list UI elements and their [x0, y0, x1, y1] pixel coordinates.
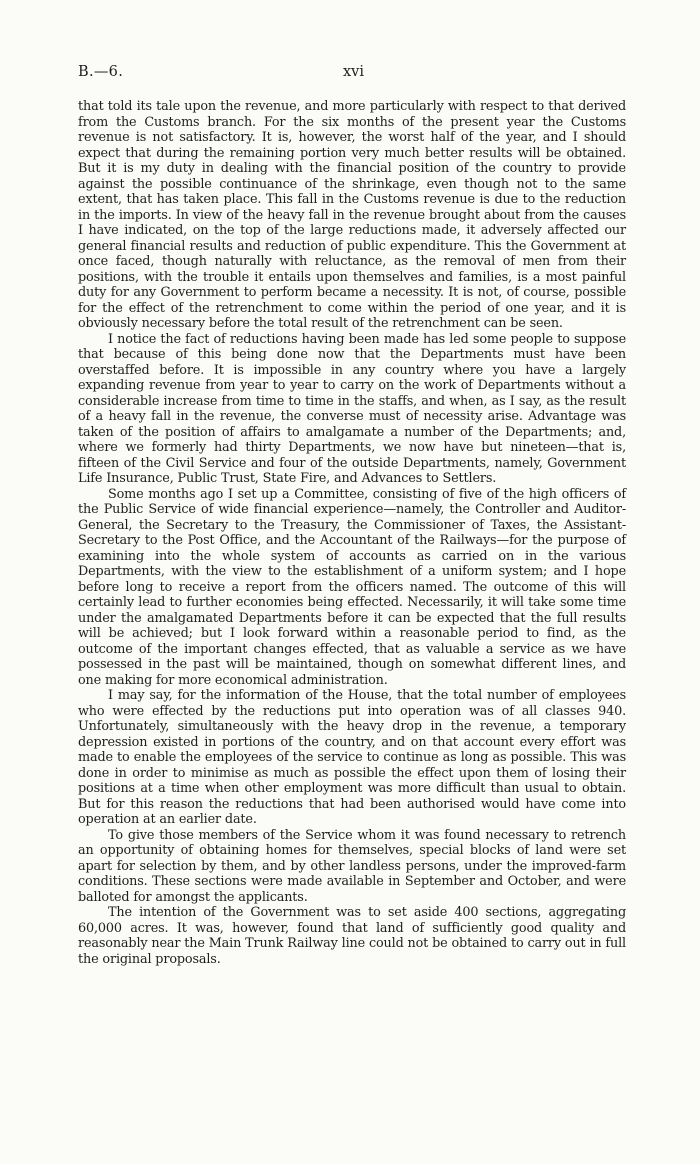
page-number: xvi	[343, 64, 365, 80]
paragraph: The intention of the Government was to set aside 400 sections, aggregating 60,000 acres. It was, however, found that land of sufficiently good quality and reasonably near the Main Trunk Railway line could not be obtained to carry out in full the original proposals.	[78, 905, 626, 967]
paragraph: I notice the fact of reductions having been made has led some people to suppose that because of this being done now that the Departments must have been overstaffed before. It is impossible in any country where you have a largely expanding revenue from year to year to carry on the work of Departments without a considerable increase from time to time in the staffs, and when, as I say, as the result of a heavy fall in the revenue, the converse must of necessity arise. Advantage was taken of the position of affairs to amalgamate a number of the Departments; and, where we formerly had thirty Departments, we now have but nineteen—that is, fifteen of the Civil Service and four of the outside Departments, namely, Government Life Insurance, Public Trust, State Fire, and Advances to Settlers.	[78, 331, 626, 486]
paragraph: Some months ago I set up a Committee, consisting of five of the high officers of the Public Service of wide financial experience—namely, the Controller and Auditor-General, the Secretary to the Treasury, the Commissioner of Taxes, the Assistant-Secretary to the Post Office, and the Accountant of the Railways—for the purpose of examining into the whole system of accounts as carried on in the various Departments, with the view to the establishment of a uniform system; and I hope before long to receive a report from the officers named. The outcome of this will certainly lead to further economies being effected. Necessarily, it will take some time under the amalgamated Departments before it can be expected that the full results will be achieved; but I look forward within a reasonable period to find, as the outcome of the important changes effected, that as valuable a service as we have possessed in the past will be maintained, though on somewhat different lines, and one making for more economical administration.	[78, 486, 626, 688]
document-reference: B.—6.	[78, 64, 124, 80]
paragraph: I may say, for the information of the House, that the total number of employees who were effected by the reductions put into operation was of all classes 940. Unfortunately, simultaneously with the heavy drop in the revenue, a temporary depression existed in portions of the country, and on that account every effort was made to enable the employees of the service to continue as long as possible. This was done in order to minimise as much as possible the effect upon them of losing their positions at a time when other employment was more difficult than usual to obtain. But for this reason the reductions that had been authorised would have come into operation at an earlier date.	[78, 688, 626, 827]
paragraph: To give those members of the Service whom it was found necessary to retrench an opportunity of obtaining homes for themselves, special blocks of land were set apart for selection by them, and by other landless persons, under the improved-farm conditions. These sections were made available in September and October, and were balloted for amongst the applicants.	[78, 827, 626, 905]
body-text	[78, 99, 626, 967]
paragraph: that told its tale upon the revenue, and more particularly with respect to that derived from the Customs branch. For the six months of the present year the Customs revenue is not satisfactory. It is, however, the worst half of the year, and I should expect that during the remaining portion very much better results will be obtained. But it is my duty in dealing with the financial position of the country to provide against the possible continuance of the shrinkage, even though not to the same extent, that has taken place. This fall in the Customs revenue is due to the reduction in the imports. In view of the heavy fall in the revenue brought about from the causes I have indicated, on the top of the large reductions made, it adversely affected our general financial results and reduction of public expenditure. This the Government at once faced, though naturally with reluctance, as the removal of men from their positions, with the trouble it entails upon themselves and families, is a most painful duty for any Government to perform became a necessity. It is not, of course, possible for the effect of the retrenchment to come within the period of one year, and it is obviously necessary before the total result of the retrenchment can be seen.	[78, 99, 626, 331]
page-header	[78, 64, 626, 86]
